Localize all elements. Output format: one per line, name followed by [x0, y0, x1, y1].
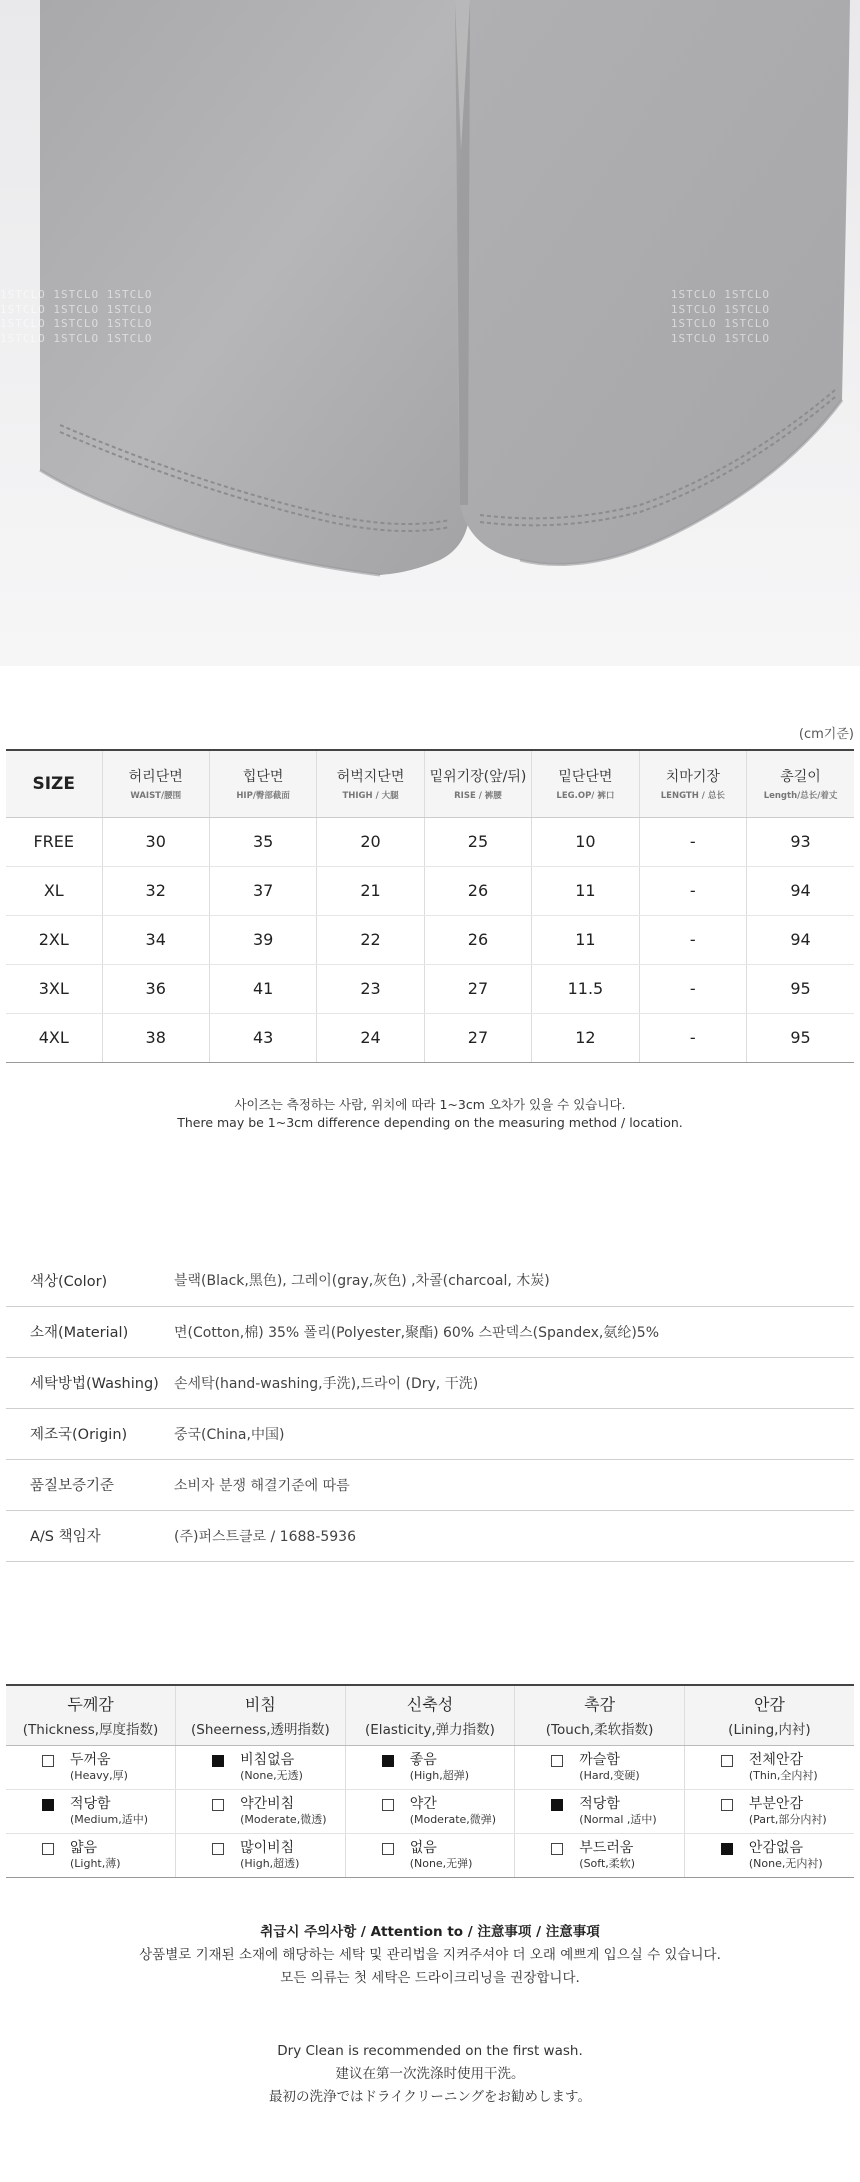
- table-cell: 12: [532, 1013, 639, 1062]
- info-row: [6, 1306, 854, 1357]
- table-row: [6, 1013, 854, 1062]
- care-notes-intl: [0, 2040, 860, 2109]
- table-cell: 21: [317, 866, 424, 915]
- info-value: 소비자 분쟁 해결기준에 따름: [174, 1477, 350, 1494]
- column-header: 허벅지단면 THIGH / 大腿: [317, 750, 424, 817]
- info-row: [6, 1459, 854, 1510]
- checkbox: [551, 1843, 563, 1855]
- table-cell: -: [639, 866, 746, 915]
- checked-box: [721, 1843, 733, 1855]
- column-header: 허리단면 WAIST/腰围: [102, 750, 209, 817]
- table-row: [6, 817, 854, 866]
- table-cell: 35: [209, 817, 316, 866]
- checkbox: [212, 1799, 224, 1811]
- info-value: 손세탁(hand-washing,手洗),드라이 (Dry, 干洗): [174, 1375, 479, 1392]
- size-label: FREE: [6, 817, 102, 866]
- size-note-ko: 사이즈는 측정하는 사람, 위치에 따라 1~3cm 오차가 있을 수 있습니다.: [234, 1097, 626, 1112]
- size-label: 4XL: [6, 1013, 102, 1062]
- checkbox: [42, 1755, 54, 1767]
- unit-note: (cm기준): [798, 727, 854, 742]
- info-value: (주)퍼스트클로 / 1688-5936: [174, 1528, 356, 1545]
- table-cell: 34: [102, 915, 209, 964]
- size-column-header: SIZE: [6, 750, 102, 817]
- feel-column-header: 비침 (Sheerness,透明指数): [176, 1685, 346, 1745]
- care-line: Dry Clean is recommended on the first wash.: [277, 2043, 583, 2059]
- table-row: [6, 866, 854, 915]
- info-label: 소재(Material): [30, 1325, 129, 1341]
- size-label: 3XL: [6, 964, 102, 1013]
- feel-cell: 많이비침 (High,超透): [176, 1833, 346, 1877]
- feel-cell: 부드러움 (Soft,柔软): [515, 1833, 685, 1877]
- column-header: 밑단단면 LEG.OP/ 裤口: [532, 750, 639, 817]
- feel-cell: 까슬함 (Hard,变硬): [515, 1745, 685, 1789]
- feel-cell: 없음 (None,无弹): [345, 1833, 515, 1877]
- size-table-header: [6, 750, 854, 817]
- table-cell: 37: [209, 866, 316, 915]
- feel-row: [6, 1833, 854, 1877]
- info-row: [6, 1510, 854, 1561]
- size-table: [6, 749, 854, 1063]
- feel-column-header: 두께감 (Thickness,厚度指数): [6, 1685, 176, 1745]
- feel-header-row: [6, 1685, 854, 1745]
- product-info-table: [6, 1255, 854, 1562]
- checkbox: [721, 1799, 733, 1811]
- feel-column-header: 신축성 (Elasticity,弹力指数): [345, 1685, 515, 1745]
- table-cell: 26: [424, 866, 531, 915]
- table-cell: 94: [747, 866, 854, 915]
- table-cell: 10: [532, 817, 639, 866]
- size-note: [0, 1096, 860, 1132]
- info-row: [6, 1408, 854, 1459]
- table-cell: 11.5: [532, 964, 639, 1013]
- size-label: XL: [6, 866, 102, 915]
- product-photo: [0, 0, 860, 666]
- feel-cell: 좋음 (High,超弹): [345, 1745, 515, 1789]
- checkbox: [382, 1843, 394, 1855]
- checkbox: [212, 1843, 224, 1855]
- column-header: 밑위기장(앞/뒤) RISE / 裤腰: [424, 750, 531, 817]
- table-row: [6, 915, 854, 964]
- table-cell: 36: [102, 964, 209, 1013]
- feel-cell: 전체안감 (Thin,全内衬): [684, 1745, 854, 1789]
- feel-cell: 적당함 (Medium,适中): [6, 1789, 176, 1833]
- info-label: A/S 책임자: [30, 1529, 101, 1545]
- table-cell: 26: [424, 915, 531, 964]
- table-cell: 25: [424, 817, 531, 866]
- feel-column-header: 안감 (Lining,内衬): [684, 1685, 854, 1745]
- care-title: 취급시 주의사항 / Attention to / 注意事项 / 注意事項: [260, 1924, 600, 1940]
- table-cell: 32: [102, 866, 209, 915]
- checked-box: [551, 1799, 563, 1811]
- table-cell: 27: [424, 964, 531, 1013]
- table-cell: -: [639, 817, 746, 866]
- checkbox: [551, 1755, 563, 1767]
- checked-box: [212, 1755, 224, 1767]
- table-cell: 95: [747, 1013, 854, 1062]
- table-cell: 43: [209, 1013, 316, 1062]
- feel-cell: 부분안감 (Part,部分内衬): [684, 1789, 854, 1833]
- table-cell: -: [639, 964, 746, 1013]
- feel-cell: 얇음 (Light,薄): [6, 1833, 176, 1877]
- column-header: 총길이 Length/总长/着丈: [747, 750, 854, 817]
- info-value: 중국(China,中国): [174, 1426, 285, 1443]
- info-row: [6, 1255, 854, 1306]
- feel-cell: 약간비침 (Moderate,微透): [176, 1789, 346, 1833]
- feel-row: [6, 1745, 854, 1789]
- size-note-en: There may be 1~3cm difference depending on the measuring method / location.: [177, 1115, 683, 1130]
- feel-row: [6, 1789, 854, 1833]
- table-cell: 24: [317, 1013, 424, 1062]
- info-value: 블랙(Black,黑色), 그레이(gray,灰色) ,차콜(charcoal, 木炭): [174, 1273, 550, 1290]
- table-row: [6, 964, 854, 1013]
- table-cell: 11: [532, 915, 639, 964]
- care-line: 建议在第一次洗涤时使用干洗。: [335, 2066, 525, 2082]
- table-cell: 20: [317, 817, 424, 866]
- feel-cell: 약간 (Moderate,微弹): [345, 1789, 515, 1833]
- table-cell: 22: [317, 915, 424, 964]
- feel-cell: 적당함 (Normal ,适中): [515, 1789, 685, 1833]
- table-cell: 38: [102, 1013, 209, 1062]
- column-header: 힙단면 HIP/臀部截面: [209, 750, 316, 817]
- table-cell: 93: [747, 817, 854, 866]
- table-cell: 30: [102, 817, 209, 866]
- fabric-feel-table: [6, 1684, 854, 1878]
- feel-cell: 안감없음 (None,无内衬): [684, 1833, 854, 1877]
- info-value: 면(Cotton,棉) 35% 폴리(Polyester,聚酯) 60% 스판덱스(Spandex,氨纶)5%: [174, 1324, 660, 1341]
- care-notes: [0, 1921, 860, 1990]
- checkbox: [42, 1843, 54, 1855]
- feel-cell: 두꺼움 (Heavy,厚): [6, 1745, 176, 1789]
- care-line: 모든 의류는 첫 세탁은 드라이크리닝을 권장합니다.: [280, 1970, 580, 1986]
- table-cell: 39: [209, 915, 316, 964]
- feel-cell: 비침없음 (None,无透): [176, 1745, 346, 1789]
- info-label: 품질보증기준: [30, 1478, 115, 1494]
- table-cell: 41: [209, 964, 316, 1013]
- table-cell: 11: [532, 866, 639, 915]
- info-label: 색상(Color): [30, 1273, 108, 1290]
- column-header: 치마기장 LENGTH / 总长: [639, 750, 746, 817]
- table-cell: 27: [424, 1013, 531, 1062]
- care-line: 最初の洗浄ではドライクリーニングをお勧めします。: [269, 2089, 591, 2105]
- info-label: 세탁방법(Washing): [30, 1376, 159, 1392]
- size-label: 2XL: [6, 915, 102, 964]
- checked-box: [42, 1799, 54, 1811]
- checkbox: [721, 1755, 733, 1767]
- table-cell: -: [639, 915, 746, 964]
- info-row: [6, 1357, 854, 1408]
- info-label: 제조국(Origin): [30, 1427, 128, 1443]
- table-cell: 95: [747, 964, 854, 1013]
- table-cell: 94: [747, 915, 854, 964]
- table-cell: 23: [317, 964, 424, 1013]
- table-cell: -: [639, 1013, 746, 1062]
- watermark: 1STCLO 1STCLO 1STCLO 1STCLO 1STCLO 1STCLO 1STCLO 1STCLO 1STCLO 1STCLO 1STCLO 1STCLO 1STCLO 1STCLO 1STCLO 1STCLO 1STCLO 1STCLO 1STCLO 1STCLO: [0, 288, 770, 345]
- feel-column-header: 촉감 (Touch,柔软指数): [515, 1685, 685, 1745]
- checkbox: [382, 1799, 394, 1811]
- care-line: 상품별로 기재된 소재에 해당하는 세탁 및 관리법을 지켜주셔야 더 오래 예쁘게 입으실 수 있습니다.: [139, 1947, 721, 1963]
- checked-box: [382, 1755, 394, 1767]
